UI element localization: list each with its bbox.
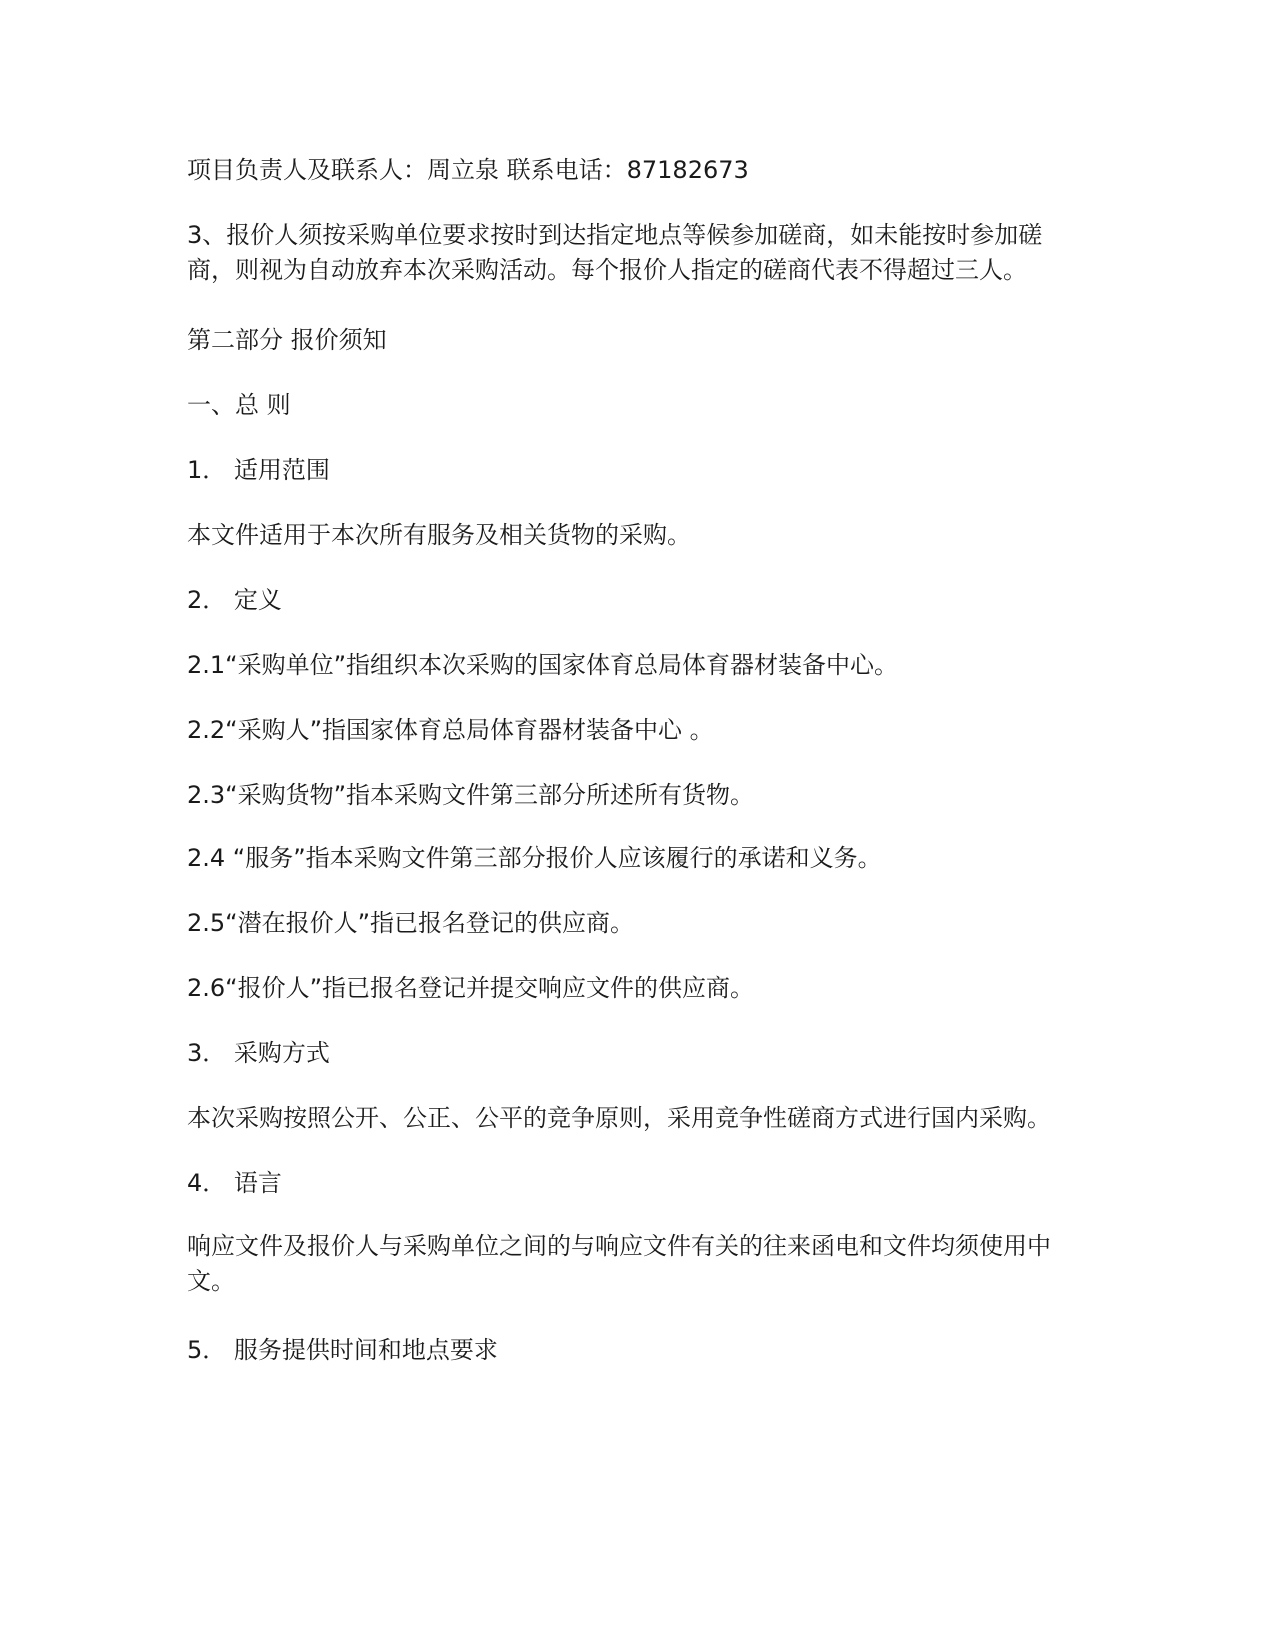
contact-line: 项目负责人及联系人：周立泉 联系电话：87182673	[187, 156, 749, 184]
definition-line: 2.6“报价人”指已报名登记并提交响应文件的供应商。	[187, 974, 755, 1002]
subsection-heading: 一、总 则	[187, 391, 291, 419]
section-heading: 第二部分 报价须知	[187, 326, 387, 354]
definition-line: 2.1“采购单位”指组织本次采购的国家体育总局体育器材装备中心。	[187, 651, 899, 679]
definition-line: 2.2“采购人”指国家体育总局体育器材装备中心 。	[187, 716, 714, 744]
definition-line: 2.5“潜在报价人”指已报名登记的供应商。	[187, 909, 635, 937]
clause-heading: 3． 采购方式	[187, 1039, 330, 1067]
clause-heading: 5． 服务提供时间和地点要求	[187, 1336, 498, 1364]
clause-heading: 1． 适用范围	[187, 456, 330, 484]
clause-heading: 2． 定义	[187, 586, 282, 614]
paragraph-line: 3、报价人须按采购单位要求按时到达指定地点等候参加磋商，如未能按时参加磋	[187, 221, 1043, 249]
paragraph-line: 本次采购按照公开、公正、公平的竞争原则，采用竞争性磋商方式进行国内采购。	[187, 1104, 1051, 1132]
paragraph-line: 商，则视为自动放弃本次采购活动。每个报价人指定的磋商代表不得超过三人。	[187, 256, 1027, 284]
definition-line: 2.3“采购货物”指本采购文件第三部分所述所有货物。	[187, 781, 755, 809]
paragraph-line: 文。	[187, 1267, 235, 1295]
definition-line: 2.4 “服务”指本采购文件第三部分报价人应该履行的承诺和义务。	[187, 844, 882, 872]
paragraph-line: 响应文件及报价人与采购单位之间的与响应文件有关的往来函电和文件均须使用中	[187, 1232, 1051, 1260]
paragraph-line: 本文件适用于本次所有服务及相关货物的采购。	[187, 521, 691, 549]
clause-heading: 4． 语言	[187, 1169, 282, 1197]
